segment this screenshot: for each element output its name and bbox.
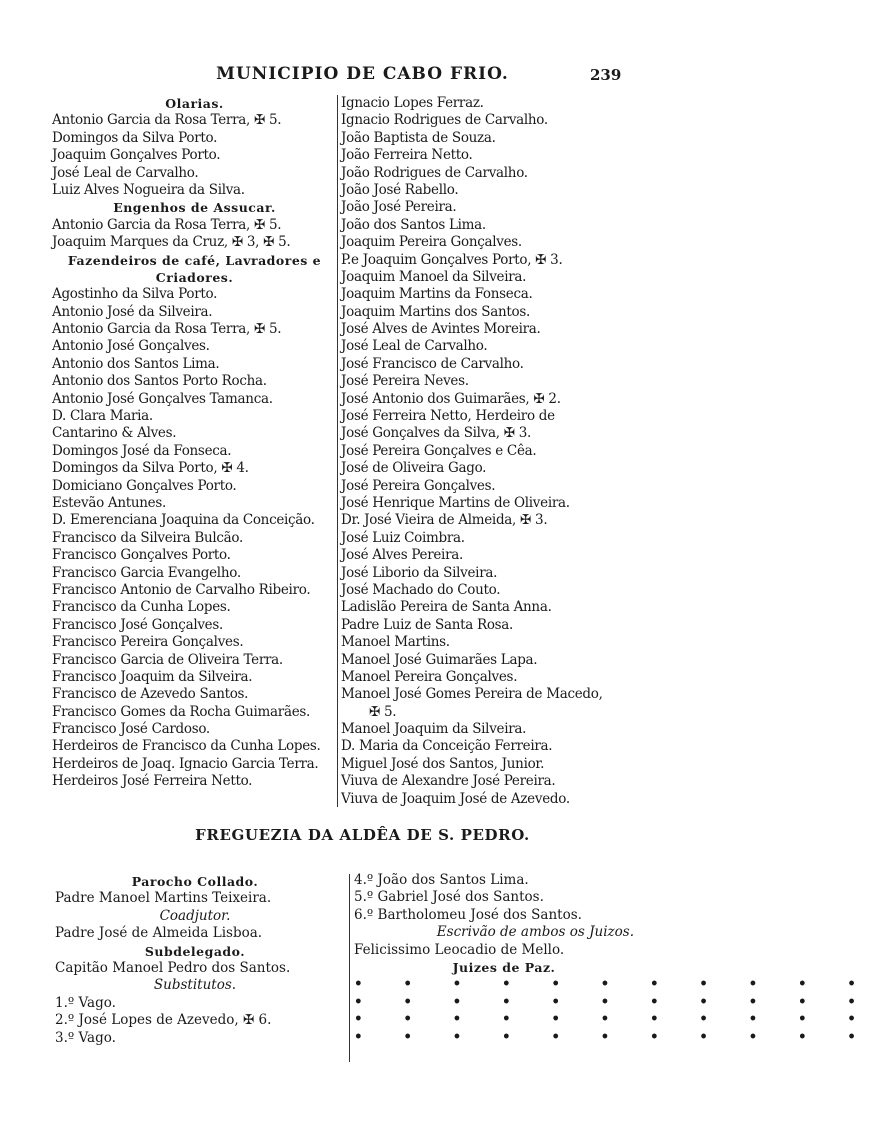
list-entry: Padre Manoel Martins Teixeira. [55,890,272,907]
list-entry: Francisco Joaquim da Silveira. [52,668,253,685]
list-entry: José Henrique Martins de Oliveira. [341,494,570,511]
list-entry: Antonio José Gonçalves. [52,338,210,355]
section-heading: Juizes de Paz. [452,959,556,975]
list-entry: Manoel Martins. [341,634,450,651]
list-entry: Manoel José Gomes Pereira de Macedo, [341,686,603,703]
list-entry: Antonio dos Santos Porto Rocha. [52,373,267,390]
list-entry: Francisco da Cunha Lopes. [52,599,231,616]
list-entry: Francisco Gonçalves Porto. [52,547,231,564]
list-entry: José Alves Pereira. [341,547,463,564]
list-entry: João dos Santos Lima. [341,216,486,233]
list-entry: José Francisco de Carvalho. [341,355,524,372]
list-entry: 6.º Bartholomeu José dos Santos. [354,906,582,923]
bottom-right-column [354,872,874,1046]
list-entry: Joaquim Gonçalves Porto. [52,147,221,164]
list-entry: Domiciano Gonçalves Porto. [52,477,237,494]
list-entry: Herdeiros de Francisco da Cunha Lopes. [52,738,321,755]
list-entry: José Luiz Coimbra. [341,529,465,546]
section-heading: Substitutos. [153,977,237,994]
list-entry: Antonio Garcia da Rosa Terra, ✠ 5. [52,112,282,129]
list-entry: Joaquim Manoel da Silveira. [341,268,527,285]
list-entry: Estevão Antunes. [52,494,166,511]
list-entry: Dr. José Vieira de Almeida, ✠ 3. [341,512,548,529]
section-heading: Criadores. [155,269,234,285]
list-entry: João Baptista de Souza. [341,129,496,146]
dotted-placeholder-line: • • • • • • • • • • • [354,993,874,1010]
list-entry: Ladislão Pereira de Santa Anna. [341,599,552,616]
dotted-placeholder-line: • • • • • • • • • • • [354,1028,874,1045]
list-entry: Antonio José da Silveira. [52,303,213,320]
right-column [341,95,661,808]
list-entry: Joaquim Martins da Fonseca. [341,286,533,303]
list-entry: D. Maria da Conceição Ferreira. [341,738,553,755]
list-entry: José Pereira Gonçalves e Cêa. [341,442,537,459]
list-entry: José Leal de Carvalho. [341,338,488,355]
section-heading: Coadjutor. [159,907,231,924]
column-divider [337,95,338,807]
section-heading: Fazendeiros de café, Lavradores e [67,252,322,268]
list-entry: 2.º José Lopes de Azevedo, ✠ 6. [55,1012,272,1029]
list-entry: Francisco José Cardoso. [52,721,210,738]
list-entry: Francisco Pereira Gonçalves. [52,634,244,651]
list-entry: ✠ 5. [369,703,397,720]
section-heading: Escrivão de ambos os Juizos. [436,924,634,941]
list-entry: Felicissimo Leocadio de Mello. [354,941,565,958]
list-entry: Francisco Antonio de Carvalho Ribeiro. [52,581,311,598]
list-entry: 3.º Vago. [55,1029,116,1046]
list-entry: Francisco Garcia Evangelho. [52,564,241,581]
list-entry: Miguel José dos Santos, Junior. [341,755,545,772]
list-entry: Ignacio Rodrigues de Carvalho. [341,112,548,129]
list-entry: José Alves de Avintes Moreira. [341,321,541,338]
list-entry: Herdeiros de Joaq. Ignacio Garcia Terra. [52,755,319,772]
list-entry: Agostinho da Silva Porto. [52,286,218,303]
list-entry: Manoel José Guimarães Lapa. [341,651,538,668]
list-entry: José Ferreira Netto, Herdeiro de [341,408,555,425]
list-entry: João Ferreira Netto. [341,147,473,164]
list-entry: José Liborio da Silveira. [341,564,498,581]
list-entry: Antonio José Gonçalves Tamanca. [52,390,273,407]
list-entry: José Pereira Gonçalves. [341,477,496,494]
list-entry: D. Clara Maria. [52,408,153,425]
list-entry: José Pereira Neves. [341,373,469,390]
list-entry: Domingos da Silva Porto. [52,129,218,146]
list-entry: Antonio Garcia da Rosa Terra, ✠ 5. [52,321,282,338]
list-entry: Francisco Gomes da Rocha Guimarães. [52,703,310,720]
list-entry: 4.º João dos Santos Lima. [354,872,529,888]
list-entry: José Gonçalves da Silva, ✠ 3. [341,425,532,442]
list-entry: Manoel Pereira Gonçalves. [341,668,518,685]
section-title: FREGUEZIA DA ALDÊA DE S. PEDRO. [195,826,530,844]
list-entry: 1.º Vago. [55,994,116,1011]
list-entry: José de Oliveira Gago. [341,460,487,477]
list-entry: João José Rabello. [341,181,459,198]
list-entry: P.e Joaquim Gonçalves Porto, ✠ 3. [341,251,563,268]
list-entry: José Leal de Carvalho. [52,164,199,181]
list-entry: Francisco da Silveira Bulcão. [52,529,243,546]
list-entry: Luiz Alves Nogueira da Silva. [52,181,245,198]
section-heading: Olarias. [165,96,224,111]
list-entry: Antonio Garcia da Rosa Terra, ✠ 5. [52,216,282,233]
list-entry: Joaquim Marques da Cruz, ✠ 3, ✠ 5. [52,234,291,251]
list-entry: Ignacio Lopes Ferraz. [341,95,484,111]
list-entry: Viuva de Alexandre José Pereira. [341,773,556,790]
section-heading: Subdelegado. [144,943,246,959]
list-entry: Viuva de Joaquim José de Azevedo. [341,790,570,807]
list-entry: José Antonio dos Guimarães, ✠ 2. [341,390,561,407]
dotted-placeholder-line: • • • • • • • • • • • [354,1011,874,1028]
dotted-placeholder-line: • • • • • • • • • • • [354,976,874,993]
list-entry: Francisco Garcia de Oliveira Terra. [52,651,283,668]
bottom-left-column [55,873,335,1047]
list-entry: João Rodrigues de Carvalho. [341,164,528,181]
list-entry: José Machado do Couto. [341,581,501,598]
list-entry: Domingos José da Fonseca. [52,442,232,459]
list-entry: Capitão Manoel Pedro dos Santos. [55,959,291,976]
section-heading: Parocho Collado. [131,874,259,889]
list-entry: Antonio dos Santos Lima. [52,355,220,372]
left-column [52,95,337,791]
list-entry: Joaquim Pereira Gonçalves. [341,234,522,251]
list-entry: Padre Luiz de Santa Rosa. [341,616,514,633]
bottom-column-divider [349,874,350,1062]
list-entry: Francisco de Azevedo Santos. [52,686,249,703]
list-entry: Padre José de Almeida Lisboa. [55,925,263,942]
page-header-title: MUNICIPIO DE CABO FRIO. [216,64,509,84]
list-entry: Herdeiros José Ferreira Netto. [52,773,253,790]
list-entry: 5.º Gabriel José dos Santos. [354,889,544,906]
list-entry: Francisco José Gonçalves. [52,616,223,633]
section-heading: Engenhos de Assucar. [113,200,276,216]
list-entry: Manoel Joaquim da Silveira. [341,721,527,738]
list-entry: Cantarino & Alves. [52,425,177,442]
list-entry: D. Emerenciana Joaquina da Conceição. [52,512,315,529]
list-entry: Joaquim Martins dos Santos. [341,303,530,320]
list-entry: João José Pereira. [341,199,457,216]
list-entry: Domingos da Silva Porto, ✠ 4. [52,460,249,477]
page-number: 239 [590,66,622,84]
